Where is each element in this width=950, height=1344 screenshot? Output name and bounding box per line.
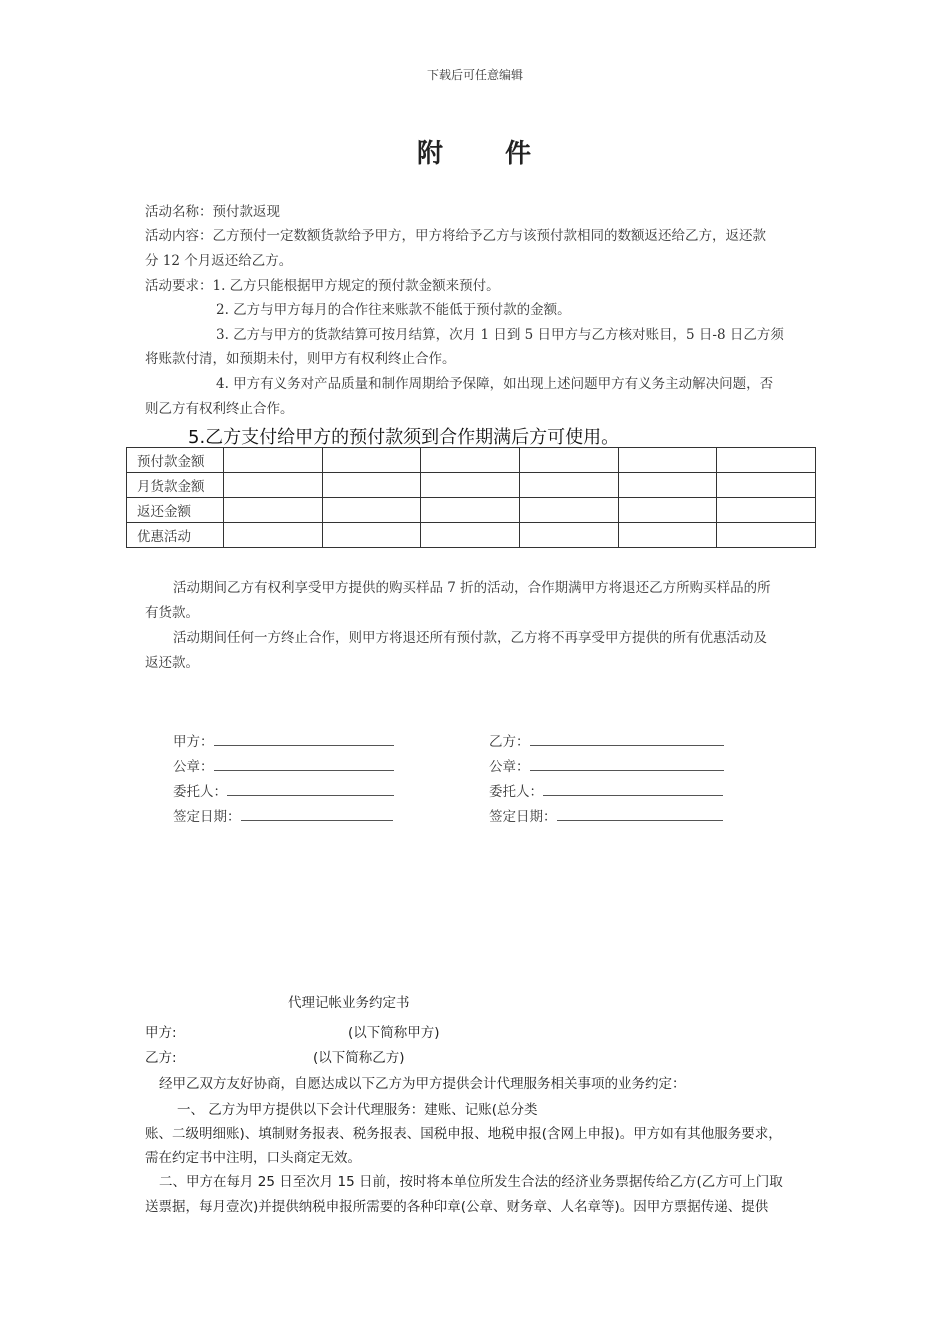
prepayment-table (126, 447, 816, 548)
activity-requirement-3a: 3. 乙方与甲方的货款结算可按月结算，次月 1 日到 5 日甲方与乙方核对账目，5 日-8 日乙方须 (216, 327, 784, 343)
table-cell (421, 448, 520, 473)
sig-seal-a-label: 公章： (173, 759, 214, 775)
table-cell (717, 498, 816, 523)
agreement-party-b: 乙方: (145, 1050, 177, 1066)
table-cell (421, 498, 520, 523)
sig-party-b-line (530, 733, 724, 746)
sig-date-b-line (557, 808, 723, 821)
sig-agent-b (489, 780, 723, 800)
table-cell (322, 473, 421, 498)
agreement-title: 代理记帐业务约定书 (288, 995, 410, 1011)
sig-date-a-line (241, 808, 393, 821)
sig-seal-b-line (530, 758, 724, 771)
sig-date-b (489, 805, 723, 825)
agreement-item-2b: 送票据，每月壹次)并提供纳税申报所需要的各种印章(公章、财务章、人名章等)。因甲方票据传递、提供 (145, 1199, 769, 1215)
agreement-item-1b: 账、二级明细账)、填制财务报表、税务报表、国税申报、地税申报(含网上申报)。甲方如有其他服务要求， (145, 1126, 782, 1142)
sig-date-a (173, 805, 393, 825)
agreement-item-1a: 一、 乙方为甲方提供以下会计代理服务：建账、记账(总分类 (177, 1102, 538, 1118)
note-1-line-2: 有货款。 (145, 605, 199, 621)
activity-requirement-4a: 4. 甲方有义务对产品质量和制作周期给予保障，如出现上述问题甲方有义务主动解决问题，否 (216, 376, 774, 392)
note-2-line-1: 活动期间任何一方终止合作，则甲方将退还所有预付款，乙方将不再享受甲方提供的所有优惠活动及 (173, 630, 767, 646)
row-label: 返还金额 (127, 498, 224, 523)
table-cell (322, 498, 421, 523)
table-cell (519, 523, 618, 548)
table-row (127, 448, 816, 473)
sig-agent-a-line (227, 783, 394, 796)
row-label: 优惠活动 (127, 523, 224, 548)
table-cell (618, 498, 717, 523)
table-row (127, 498, 816, 523)
sig-seal-b-label: 公章： (489, 759, 530, 775)
sig-party-a-line (214, 733, 394, 746)
activity-content-line-2: 分 12 个月返还给乙方。 (145, 253, 293, 269)
agreement-item-2a: 二、甲方在每月 25 日至次月 15 日前，按时将本单位所发生合法的经济业务票据传给乙方(乙方可上门取 (159, 1174, 783, 1190)
table-cell (618, 523, 717, 548)
table-row (127, 523, 816, 548)
sig-party-b-label: 乙方： (489, 734, 530, 750)
sig-agent-a-label: 委托人： (173, 784, 227, 800)
activity-content-line-1: 活动内容：乙方预付一定数额货款给予甲方，甲方将给予乙方与该预付款相同的数额返还给乙方，返还款 (145, 228, 766, 244)
table-cell (224, 448, 323, 473)
page-title (0, 133, 950, 170)
table-cell (717, 523, 816, 548)
table-cell (519, 498, 618, 523)
note-1-line-1: 活动期间乙方有权利享受甲方提供的购买样品 7 折的活动，合作期满甲方将退还乙方所购买样品的所 (173, 580, 771, 596)
activity-requirement-2: 2. 乙方与甲方每月的合作往来账款不能低于预付款的金额。 (216, 302, 571, 318)
row-label: 预付款金额 (127, 448, 224, 473)
table-cell (224, 523, 323, 548)
table-cell (519, 448, 618, 473)
sig-seal-a-line (214, 758, 394, 771)
sig-party-b (489, 730, 724, 750)
table-cell (322, 448, 421, 473)
header-note: 下载后可任意编辑 (426, 68, 523, 82)
sig-agent-a (173, 780, 394, 800)
table-cell (717, 473, 816, 498)
title-char-2: 件 (505, 139, 534, 169)
table-cell (421, 473, 520, 498)
sig-seal-a (173, 755, 394, 775)
table-cell (717, 448, 816, 473)
table-cell (224, 498, 323, 523)
table-cell (421, 523, 520, 548)
sig-agent-b-label: 委托人： (489, 784, 543, 800)
sig-seal-b (489, 755, 724, 775)
activity-requirement-3b: 将账款付清，如预期未付，则甲方有权利终止合作。 (145, 351, 456, 367)
table-cell (618, 448, 717, 473)
sig-party-a-label: 甲方： (173, 734, 214, 750)
activity-requirement-4b: 则乙方有权利终止合作。 (145, 401, 294, 417)
table-cell (519, 473, 618, 498)
sig-agent-b-line (543, 783, 723, 796)
title-char-1: 附 (416, 139, 445, 169)
sig-date-b-label: 签定日期： (489, 809, 557, 825)
table-cell (322, 523, 421, 548)
agreement-party-a: 甲方: (145, 1025, 177, 1041)
agreement-intro: 经甲乙双方友好协商，自愿达成以下乙方为甲方提供会计代理服务相关事项的业务约定： (159, 1076, 686, 1092)
sig-party-a (173, 730, 394, 750)
agreement-party-a-note: (以下简称甲方) (348, 1025, 440, 1041)
activity-requirement-1: 活动要求：1. 乙方只能根据甲方规定的预付款金额来预付。 (145, 278, 500, 294)
row-label: 月货款金额 (127, 473, 224, 498)
table-cell (224, 473, 323, 498)
note-2-line-2: 返还款。 (145, 655, 199, 671)
table-row (127, 473, 816, 498)
agreement-party-b-note: (以下简称乙方) (313, 1050, 405, 1066)
table-cell (618, 473, 717, 498)
sig-date-a-label: 签定日期： (173, 809, 241, 825)
activity-name: 活动名称：预付款返现 (145, 204, 280, 220)
agreement-item-1c: 需在约定书中注明，口头商定无效。 (145, 1150, 361, 1166)
activity-requirement-5: 5.乙方支付给甲方的预付款须到合作期满后方可使用。 (188, 427, 620, 448)
